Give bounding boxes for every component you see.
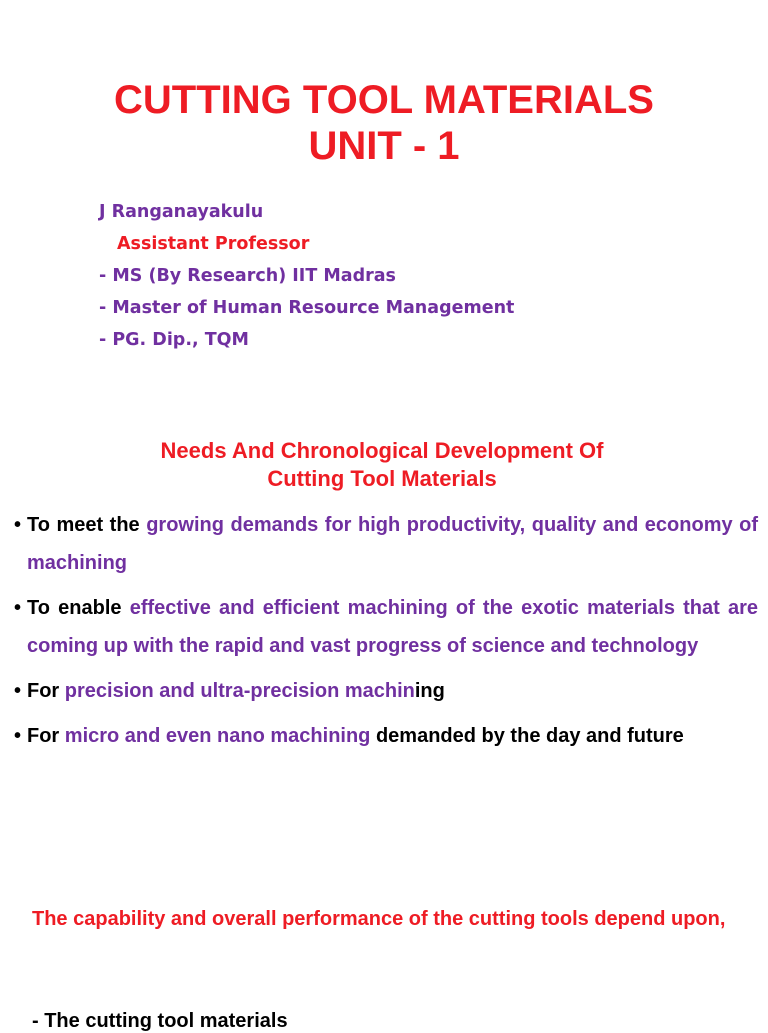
bullet-item xyxy=(14,672,758,710)
bullet-item xyxy=(14,506,758,582)
bullet-highlight: micro and even nano machining xyxy=(64,725,371,747)
bullet-marker: • xyxy=(14,680,22,702)
bullet-prefix: To enable xyxy=(27,597,130,619)
bullet-highlight: precision and ultra-precision machin xyxy=(64,680,415,702)
qualification-3: - PG. Dip., TQM xyxy=(99,330,249,350)
bullet-marker: • xyxy=(14,725,22,747)
bullet-list xyxy=(14,506,758,762)
bullet-highlight: growing demands for high productivity, quality and economy of machining xyxy=(27,514,758,574)
qualification-2: - Master of Human Resource Management xyxy=(99,298,515,318)
bullet-marker: • xyxy=(14,597,22,619)
title-line-2: UNIT - 1 xyxy=(308,124,460,168)
section-heading-line-2: Cutting Tool Materials xyxy=(267,466,497,491)
sub-item-cutting-tool-materials: - The cutting tool materials xyxy=(32,1010,288,1032)
author-role: Assistant Professor xyxy=(117,234,310,254)
bullet-suffix: demanded by the day and future xyxy=(370,725,684,747)
qualification-1: - MS (By Research) IIT Madras xyxy=(99,266,396,286)
bullet-prefix: To meet the xyxy=(27,514,147,536)
bullet-suffix: ing xyxy=(414,680,445,702)
bullet-prefix: For xyxy=(27,725,65,747)
title-line-1: CUTTING TOOL MATERIALS xyxy=(114,78,654,122)
capability-statement: The capability and overall performance of the cutting tools depend upon, xyxy=(32,908,726,930)
bullet-item xyxy=(14,717,758,755)
bullet-prefix: For xyxy=(27,680,65,702)
section-heading-line-1: Needs And Chronological Development Of xyxy=(160,438,604,463)
author-name: J Ranganayakulu xyxy=(99,202,264,222)
bullet-highlight: effective and efficient machining of the exotic materials that are coming up with the rapid and vast progress of science and technology xyxy=(27,597,759,657)
bullet-marker: • xyxy=(14,514,22,536)
bullet-item xyxy=(14,589,758,665)
